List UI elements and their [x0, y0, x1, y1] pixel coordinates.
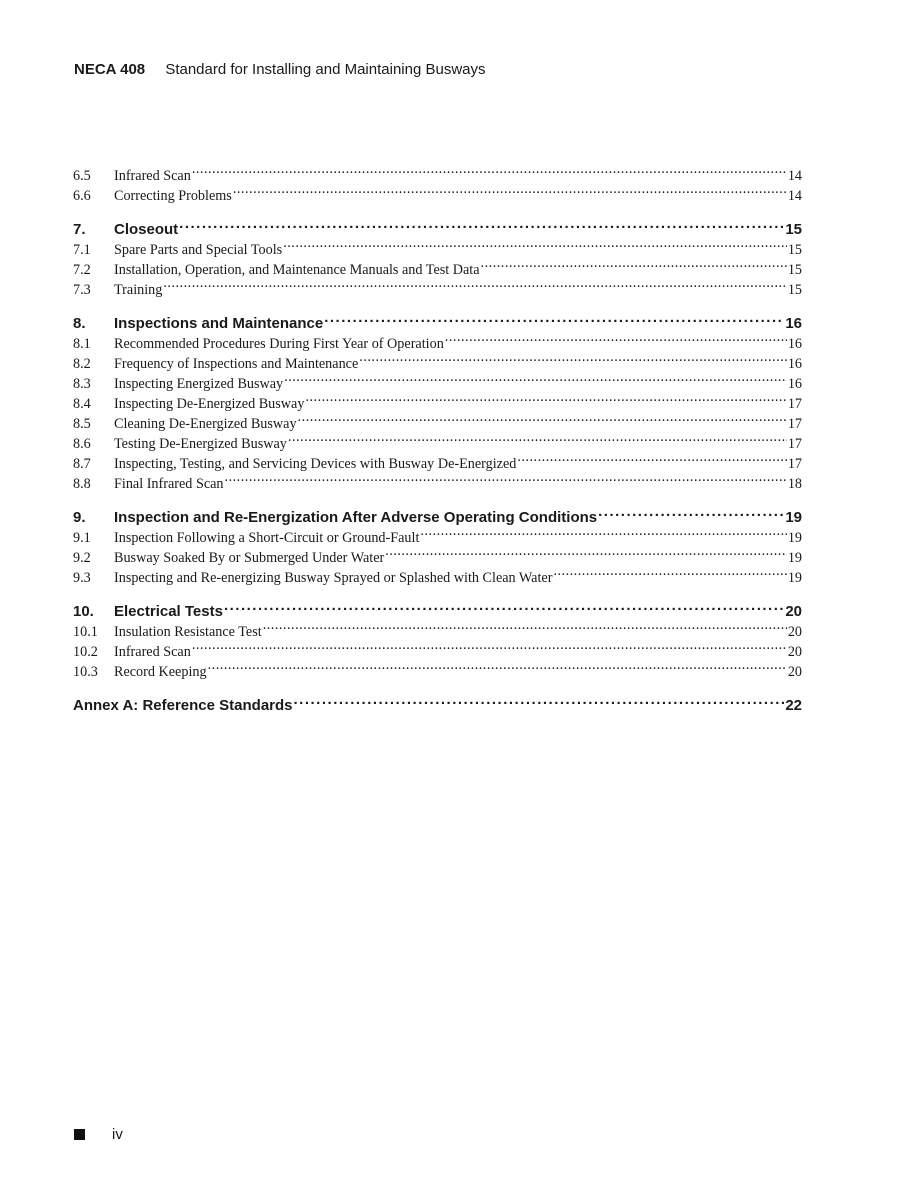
toc-title: Spare Parts and Special Tools	[114, 242, 283, 259]
toc-dot-leader	[284, 368, 787, 388]
toc-page-number: 15	[787, 281, 802, 298]
toc-page-number: 14	[787, 187, 802, 204]
toc-dot-leader	[283, 234, 787, 254]
toc-title: Busway Soaked By or Submerged Under Water	[114, 549, 385, 566]
toc-title: Infrared Scan	[114, 167, 191, 184]
toc-section-row	[73, 690, 802, 715]
toc-title: Inspecting Energized Busway	[114, 376, 284, 393]
toc-number: 10.3	[73, 663, 98, 680]
toc-number: 8.4	[73, 396, 91, 413]
toc-title: Frequency of Inspections and Maintenance	[114, 356, 359, 373]
toc-dot-leader	[288, 428, 787, 448]
toc-page-number: 16	[787, 356, 802, 373]
toc-number: 6.5	[73, 167, 91, 184]
toc-number: 6.6	[73, 187, 91, 204]
toc-page-number: 19	[787, 549, 802, 566]
toc-section-row	[73, 214, 802, 239]
toc-page-number: 17	[787, 435, 802, 452]
toc-title: Inspecting De-Energized Busway	[114, 396, 305, 413]
page-folio: iv	[112, 1126, 123, 1143]
toc-dot-leader	[598, 502, 784, 522]
table-of-contents	[73, 160, 802, 715]
document-id: NECA 408	[74, 61, 146, 78]
toc-dot-leader	[263, 616, 787, 636]
toc-page-number: 19	[787, 529, 802, 546]
toc-dot-leader	[225, 468, 787, 488]
toc-dot-leader	[192, 636, 787, 656]
toc-title: Closeout	[114, 221, 179, 239]
toc-title: Inspections and Maintenance	[114, 315, 324, 333]
toc-number: 8.5	[73, 415, 91, 432]
toc-title: Insulation Resistance Test	[114, 624, 262, 641]
toc-page-number: 20	[787, 644, 802, 661]
toc-page-number: 20	[785, 603, 802, 621]
toc-number: 8.6	[73, 435, 91, 452]
toc-page-number: 16	[785, 315, 802, 333]
toc-dot-leader	[385, 542, 787, 562]
toc-title: Installation, Operation, and Maintenance Manuals and Test Data	[114, 262, 480, 279]
toc-title: Recommended Procedures During First Year of Operation	[114, 336, 444, 353]
toc-dot-leader	[233, 180, 787, 200]
toc-page-number: 20	[787, 624, 802, 641]
toc-title: Testing De-Energized Busway	[114, 435, 287, 452]
toc-number: 9.	[73, 509, 86, 527]
toc-dot-leader	[324, 308, 784, 328]
toc-title: Cleaning De-Energized Busway	[114, 415, 297, 432]
toc-page-number: 19	[785, 509, 802, 527]
toc-section-row	[73, 596, 802, 621]
toc-dot-leader	[298, 408, 787, 428]
toc-number: 7.	[73, 221, 86, 239]
toc-section-row	[73, 502, 802, 527]
toc-page-number: 19	[787, 569, 802, 586]
toc-dot-leader	[294, 690, 785, 710]
toc-subsection-row	[73, 274, 802, 298]
toc-number: 10.1	[73, 624, 98, 641]
toc-number: 10.2	[73, 644, 98, 661]
toc-title: Final Infrared Scan	[114, 475, 224, 492]
toc-dot-leader	[359, 348, 787, 368]
toc-title: Annex A: Reference Standards	[73, 697, 293, 715]
toc-subsection-row	[73, 160, 802, 184]
toc-dot-leader	[224, 596, 784, 616]
toc-title: Record Keeping	[114, 663, 207, 680]
toc-dot-leader	[305, 388, 786, 408]
toc-dot-leader	[445, 328, 787, 348]
toc-title: Electrical Tests	[114, 603, 223, 621]
toc-number: 8.2	[73, 356, 91, 373]
toc-number: 8.8	[73, 475, 91, 492]
toc-dot-leader	[208, 656, 787, 676]
toc-title: Inspecting, Testing, and Servicing Devices with Busway De-Energized	[114, 455, 517, 472]
toc-number: 9.3	[73, 569, 91, 586]
toc-number: 8.1	[73, 336, 91, 353]
toc-number: 10.	[73, 603, 94, 621]
toc-page-number: 14	[787, 167, 802, 184]
toc-title: Inspection Following a Short-Circuit or Ground-Fault	[114, 529, 420, 546]
toc-title: Training	[114, 281, 163, 298]
toc-page-number: 15	[787, 242, 802, 259]
toc-number: 8.	[73, 315, 86, 333]
toc-title: Correcting Problems	[114, 187, 232, 204]
toc-number: 9.1	[73, 529, 91, 546]
document-title: Standard for Installing and Maintaining Busways	[165, 61, 486, 78]
toc-dot-leader	[517, 448, 786, 468]
running-header	[74, 60, 486, 80]
toc-title: Infrared Scan	[114, 644, 191, 661]
toc-number: 9.2	[73, 549, 91, 566]
toc-page-number: 20	[787, 663, 802, 680]
toc-dot-leader	[179, 214, 784, 234]
toc-dot-leader	[163, 274, 786, 294]
toc-page-number: 17	[787, 415, 802, 432]
toc-dot-leader	[481, 254, 787, 274]
toc-dot-leader	[553, 562, 786, 582]
page-footer	[74, 1126, 123, 1143]
toc-number: 7.1	[73, 242, 91, 259]
toc-page-number: 17	[787, 455, 802, 472]
toc-title: Inspection and Re-Energization After Adverse Operating Conditions	[114, 509, 598, 527]
toc-section-row	[73, 308, 802, 333]
toc-dot-leader	[192, 160, 787, 180]
toc-page-number: 15	[785, 221, 802, 239]
toc-dot-leader	[420, 522, 786, 542]
toc-title: Inspecting and Re-energizing Busway Sprayed or Splashed with Clean Water	[114, 569, 553, 586]
black-square-icon	[74, 1129, 85, 1140]
toc-page-number: 22	[785, 697, 802, 715]
toc-page-number: 16	[787, 376, 802, 393]
toc-page-number: 17	[787, 396, 802, 413]
toc-number: 7.3	[73, 281, 91, 298]
toc-subsection-row	[73, 234, 802, 259]
toc-page-number: 16	[787, 336, 802, 353]
toc-number: 8.3	[73, 376, 91, 393]
toc-page-number: 15	[787, 262, 802, 279]
toc-number: 8.7	[73, 455, 91, 472]
toc-page-number: 18	[787, 475, 802, 492]
toc-number: 7.2	[73, 262, 91, 279]
